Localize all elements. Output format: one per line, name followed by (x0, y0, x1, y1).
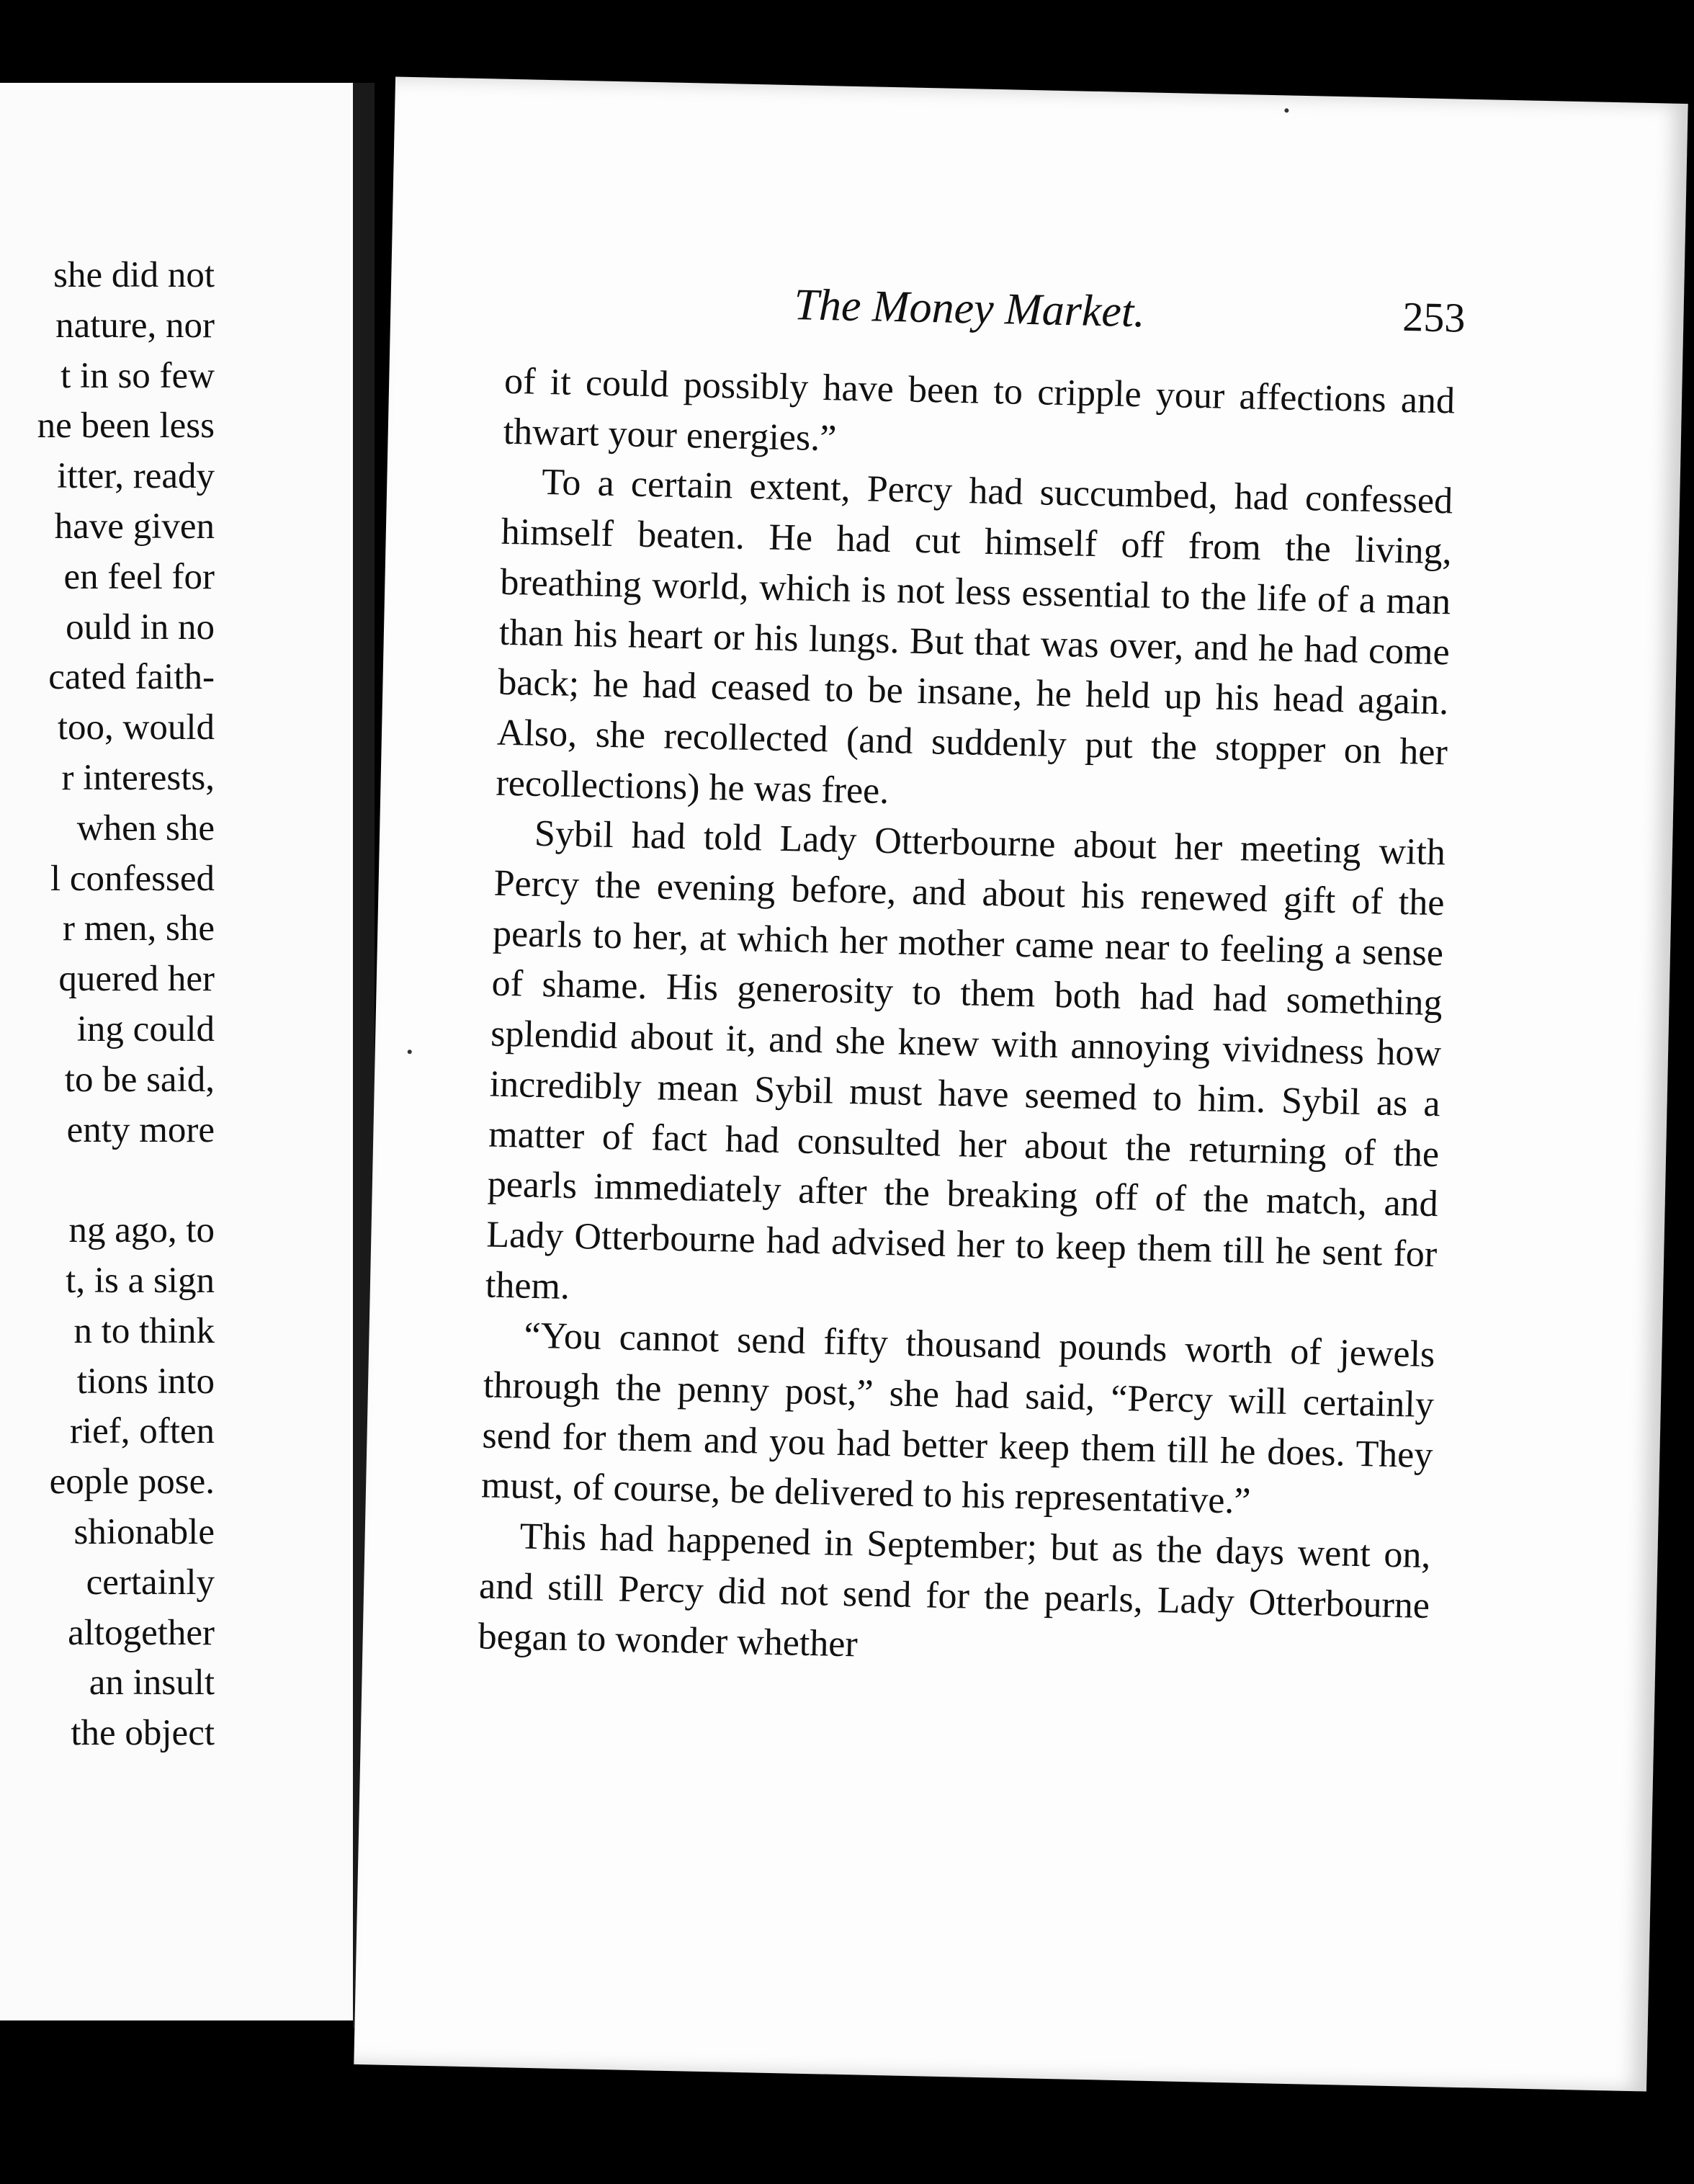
left-page-line: r interests, (61, 758, 215, 798)
body-text (478, 357, 1456, 1682)
left-page-line: to be said, (64, 1059, 215, 1100)
left-page (0, 83, 353, 2020)
left-page-line: cated faith- (48, 657, 215, 698)
left-page-line: n to think (73, 1310, 215, 1351)
left-page-line: t in so few (60, 355, 215, 396)
paragraph: Sybil had told Lady Otterbourne about her meeting with Percy the evening before, and about his renewed gift of the pearls to her, at which her mother came near to feeling a sense of shame. His generosity to them both had had something splendid about it, and she knew with annoying vividness how incredibly mean Sybil must have seemed to him. Sybil as a matter of fact had consulted her about the returning of the pearls immediately after the breaking off of the match, and Lady Otterbourne had advised her to keep them till he sent for them. (485, 813, 1446, 1307)
speck (408, 1050, 412, 1054)
left-page-line: have given (54, 506, 215, 547)
left-page-line: ing could (76, 1009, 215, 1050)
left-page-line: ould in no (66, 607, 215, 648)
left-page-line: when she (76, 807, 215, 849)
left-page-line: ng ago, to (68, 1210, 215, 1251)
left-page-line: nature, nor (55, 305, 215, 346)
left-page-line: too, would (57, 707, 215, 748)
left-page-line: she did not (53, 255, 215, 295)
left-page-line: tions into (76, 1361, 215, 1402)
right-page (354, 77, 1688, 2092)
speck (1284, 108, 1289, 112)
page-number: 253 (1402, 292, 1466, 341)
left-page-line: l confessed (50, 858, 215, 899)
left-page-line: r men, she (62, 908, 215, 949)
left-page-line: quered her (58, 959, 215, 1000)
left-page-line: itter, ready (57, 456, 215, 497)
left-page-line: eople pose. (49, 1462, 215, 1503)
left-page-line: ne been less (37, 406, 215, 447)
paragraph: of it could possibly have been to cripple your affections and thwart your energies.” (503, 360, 1456, 460)
left-page-line: t, is a sign (66, 1261, 215, 1301)
paragraph: To a certain extent, Percy had succumbed, had confessed himself beaten. He had cut himself off from the living, breathing world, which is not less essential to the life of a man than his heart or his lungs. But that was over, and he had come back; he had ceased to be insane, he held up his head again. Also, she recollected (and suddenly put the stopper on her recollections) he was free. (496, 462, 1453, 812)
paragraph: “You cannot send fifty thousand pounds worth of jewels through the penny post,” she had said, “Percy will certainly send for them and you had better keep them till he does. They must, of course, be delivered to his representative.” (480, 1315, 1435, 1523)
left-page-line: enty more (66, 1109, 215, 1150)
left-page-line: shionable (73, 1512, 215, 1552)
left-page-line: en feel for (63, 556, 215, 597)
left-page-line: certainly (86, 1562, 215, 1603)
running-head: The Money Market. (793, 280, 1146, 337)
left-page-line: rief, often (69, 1411, 215, 1452)
left-page-line: altogether (68, 1612, 215, 1653)
left-page-line: the object (71, 1713, 215, 1754)
left-page-line: an insult (89, 1662, 215, 1704)
paragraph: This had happened in September; but as the days went on, and still Percy did not send for the pearls, Lady Otterbourne began to wonder whether (478, 1516, 1432, 1665)
